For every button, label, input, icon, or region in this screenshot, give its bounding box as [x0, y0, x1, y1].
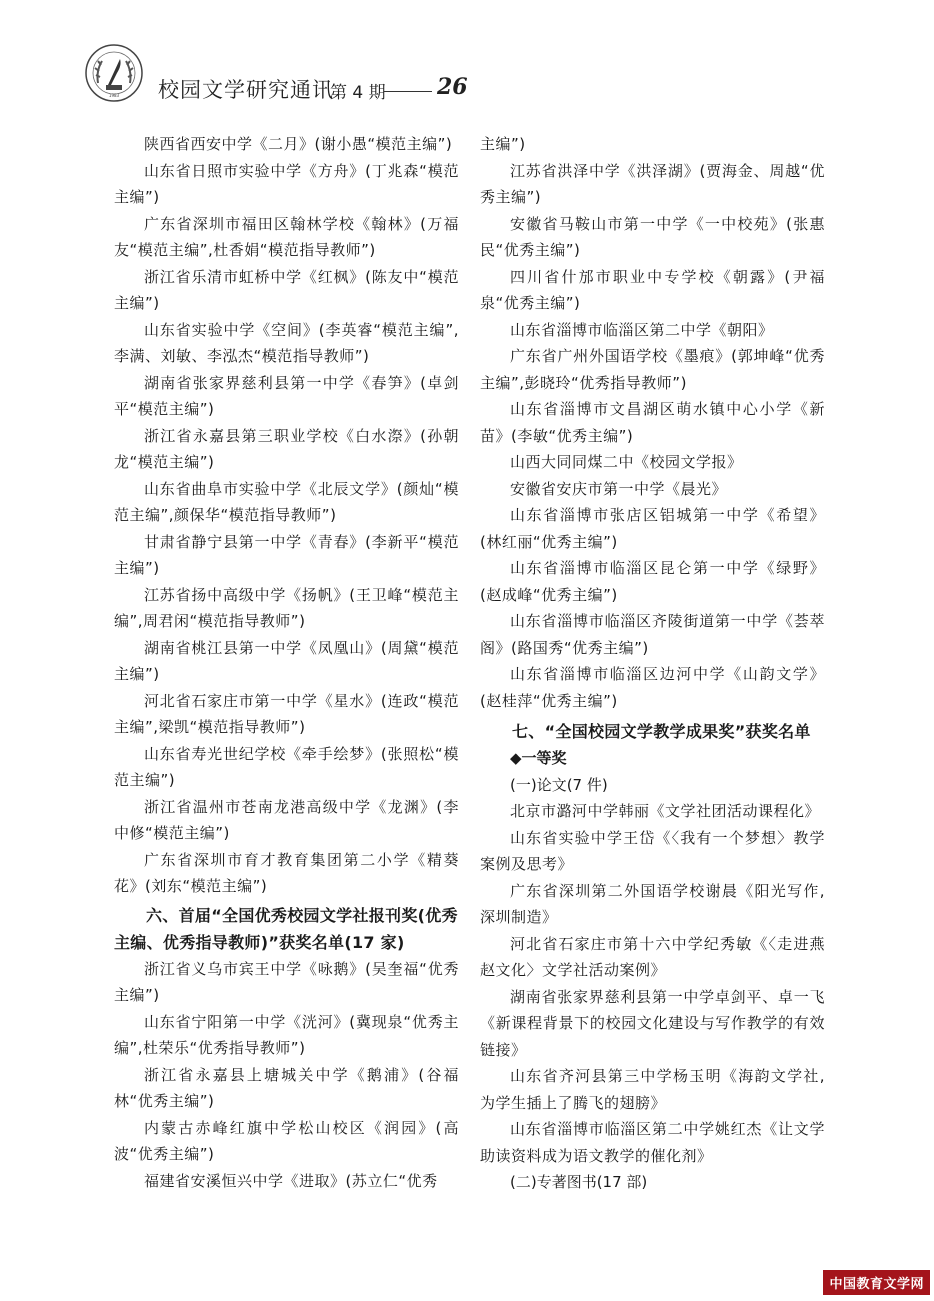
list-item-continuation: 主编”) [480, 135, 526, 153]
issue-label: 第 4 期 [330, 83, 386, 103]
list-item: 广东省深圳市福田区翰林学校《翰林》(万福友“模范主编”,杜香娟“模范指导教师”) [114, 214, 459, 259]
list-item: 山东省实验中学《空间》(李英睿“模范主编”,李满、刘敏、李泓杰“模范指导教师”) [114, 320, 459, 365]
left-column [114, 131, 459, 1194]
list-item: 安徽省安庆市第一中学《晨光》 [510, 479, 728, 498]
section-6-title: 六、首届“全国优秀校园文学社报刊奖(优秀主编、优秀指导教师)”获奖名单(17 家) [114, 905, 458, 952]
list-item: 浙江省义乌市宾王中学《咏鹅》(吴奎福“优秀主编”) [114, 959, 459, 1004]
list-item: 浙江省温州市苍南龙港高级中学《龙渊》(李中修“模范主编”) [114, 797, 459, 842]
svg-text:1983: 1983 [108, 93, 120, 98]
list-item: 陕西省西安中学《二月》(谢小愚“模范主编”) [144, 135, 453, 153]
site-watermark: 中国教育文学网 [823, 1270, 930, 1295]
list-item: 广东省深圳市育才教育集团第二小学《精葵花》(刘东“模范主编”) [114, 850, 459, 895]
list-item: 浙江省乐清市虹桥中学《红枫》(陈友中“模范主编”) [114, 267, 459, 312]
list-item: 山东省日照市实验中学《方舟》(丁兆森“模范主编”) [114, 161, 459, 206]
page-number: 26 [437, 74, 468, 100]
list-item: 山西大同同煤二中《校园文学报》 [510, 453, 743, 471]
list-item: 浙江省永嘉县第三职业学校《白水漈》(孙朝龙“模范主编”) [114, 426, 459, 471]
list-item: 山东省淄博市临淄区第二中学姚红杰《让文学助读资料成为语文教学的催化剂》 [480, 1120, 825, 1165]
list-item: 湖南省张家界慈利县第一中学卓剑平、卓一飞《新课程背景下的校园文化建设与写作教学的有效链接》 [480, 987, 825, 1059]
list-item: 山东省实验中学王岱《〈我有一个梦想〉教学案例及思考》 [480, 828, 825, 873]
list-item: 山东省淄博市临淄区边河中学《山韵文学》(赵桂萍“优秀主编”) [480, 665, 825, 710]
list-item: 山东省淄博市临淄区昆仑第一中学《绿野》(赵成峰“优秀主编”) [480, 559, 825, 604]
list-item: 内蒙古赤峰红旗中学松山校区《润园》(高波“优秀主编”) [114, 1118, 459, 1163]
list-item: 浙江省永嘉县上塘城关中学《鹅浦》(谷福林“优秀主编”) [114, 1065, 459, 1110]
list-item: 山东省淄博市临淄区齐陵街道第一中学《荟萃阁》(路国秀“优秀主编”) [480, 612, 825, 657]
list-item: 湖南省张家界慈利县第一中学《春笋》(卓剑平“模范主编”) [114, 373, 459, 418]
list-item: 北京市潞河中学韩丽《文学社团活动课程化》 [510, 802, 821, 820]
list-item: 山东省淄博市文昌湖区萌水镇中心小学《新苗》(李敏“优秀主编”) [480, 400, 825, 445]
list-item: 江苏省洪泽中学《洪泽湖》(贾海金、周越“优秀主编”) [480, 161, 825, 206]
list-item: 河北省石家庄市第一中学《星水》(连政“模范主编”,梁凯“模范指导教师”) [114, 691, 459, 736]
papers-heading: (一)论文(7 件) [510, 775, 608, 794]
journal-logo [84, 43, 144, 103]
list-item: 山东省曲阜市实验中学《北辰文学》(颜灿“模范主编”,颜保华“模范指导教师”) [114, 479, 459, 524]
laurel-quill-icon [84, 43, 144, 103]
list-item: 河北省石家庄市第十六中学纪秀敏《〈走进燕赵文化〉文学社活动案例》 [480, 934, 825, 979]
list-item: 山东省淄博市临淄区第二中学《朝阳》 [510, 320, 774, 339]
list-item: 山东省淄博市张店区铝城第一中学《希望》(林红丽“优秀主编”) [480, 506, 825, 551]
list-item: 甘肃省静宁县第一中学《青春》(李新平“模范主编”) [114, 532, 459, 577]
first-prize-heading: ◆一等奖 [510, 749, 567, 767]
journal-title: 校园文学研究通讯 [158, 78, 334, 102]
right-column [480, 131, 825, 1196]
list-item: 广东省广州外国语学校《墨痕》(郭坤峰“优秀主编”,彭晓玲“优秀指导教师”) [480, 347, 825, 392]
list-item: 安徽省马鞍山市第一中学《一中校苑》(张惠民“优秀主编”) [480, 214, 825, 259]
list-item: 福建省安溪恒兴中学《进取》(苏立仁“优秀 [144, 1171, 438, 1190]
list-item: 湖南省桃江县第一中学《凤凰山》(周黛“模范主编”) [114, 638, 459, 683]
list-item: 山东省宁阳第一中学《洸河》(冀现泉“优秀主编”,杜荣乐“优秀指导教师”) [114, 1012, 459, 1057]
books-heading: (二)专著图书(17 部) [510, 1173, 648, 1191]
list-item: 广东省深圳第二外国语学校谢晨《阳光写作,深圳制造》 [480, 881, 825, 926]
list-item: 山东省寿光世纪学校《牵手绘梦》(张照松“模范主编”) [114, 744, 459, 789]
list-item: 山东省齐河县第三中学杨玉明《海韵文学社,为学生插上了腾飞的翅膀》 [480, 1067, 825, 1112]
header-rule [384, 91, 432, 92]
section-7-title: 七、“全国校园文学教学成果奖”获奖名单 [512, 722, 811, 741]
list-item: 四川省什邡市职业中专学校《朝露》(尹福泉“优秀主编”) [480, 267, 825, 312]
list-item: 江苏省扬中高级中学《扬帆》(王卫峰“模范主编”,周君闲“模范指导教师”) [114, 585, 459, 630]
